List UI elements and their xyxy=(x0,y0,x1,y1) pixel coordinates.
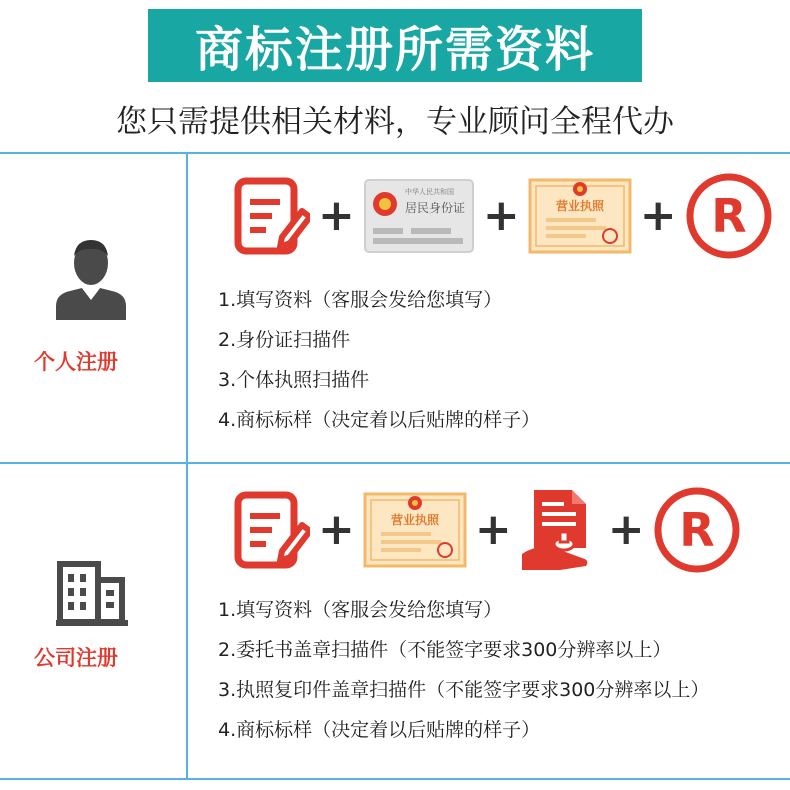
column-divider xyxy=(186,152,188,780)
person-icon xyxy=(52,236,130,320)
list-item: 3.个体执照扫描件 xyxy=(218,369,370,391)
registered-mark-icon xyxy=(685,172,773,260)
list-item: 4.商标标样（决定着以后贴牌的样子） xyxy=(218,719,541,741)
plus-icon: + xyxy=(639,190,677,241)
business-license-icon xyxy=(528,176,632,256)
plus-icon: + xyxy=(318,504,355,555)
id-card-text: 居民身份证 xyxy=(404,201,465,215)
license-text: 营业执照 xyxy=(390,513,439,527)
list-item: 1.填写资料（客服会发给您填写） xyxy=(218,289,503,311)
list-item: 4.商标标样（决定着以后贴牌的样子） xyxy=(218,409,541,431)
plus-icon: + xyxy=(318,190,355,241)
id-card-small-text: 中华人民共和国 xyxy=(404,188,454,196)
row-divider xyxy=(0,462,790,464)
list-item: 3.执照复印件盖章扫描件（不能签字要求300分辨率以上） xyxy=(218,679,710,701)
materials-list-personal xyxy=(218,280,540,440)
business-license-icon xyxy=(363,490,467,570)
stamped-document-icon xyxy=(520,488,600,572)
plus-icon: + xyxy=(474,504,512,555)
form-edit-icon xyxy=(230,489,310,571)
page-title: 商标注册所需资料 xyxy=(194,22,595,78)
section-label-personal: 个人注册 xyxy=(34,350,118,374)
license-text: 营业执照 xyxy=(555,199,604,213)
form-edit-icon xyxy=(230,175,310,257)
plus-icon: + xyxy=(482,190,520,241)
list-item: 2.委托书盖章扫描件（不能签字要求300分辨率以上） xyxy=(218,639,672,661)
registered-letter: R xyxy=(678,503,715,557)
materials-list-company xyxy=(218,590,709,750)
building-icon xyxy=(56,560,128,626)
materials-row-company xyxy=(230,486,741,574)
list-item: 2.身份证扫描件 xyxy=(218,329,351,351)
registered-mark-icon xyxy=(653,486,741,574)
title-banner xyxy=(148,9,642,82)
id-card-icon xyxy=(363,176,475,256)
materials-row-personal xyxy=(230,172,773,260)
plus-icon: + xyxy=(607,504,645,555)
section-label-company: 公司注册 xyxy=(34,646,118,670)
registered-letter: R xyxy=(710,189,747,243)
page-subtitle: 您只需提供相关材料，专业顾问全程代办 xyxy=(116,104,674,140)
list-item: 1.填写资料（客服会发给您填写） xyxy=(218,599,503,621)
